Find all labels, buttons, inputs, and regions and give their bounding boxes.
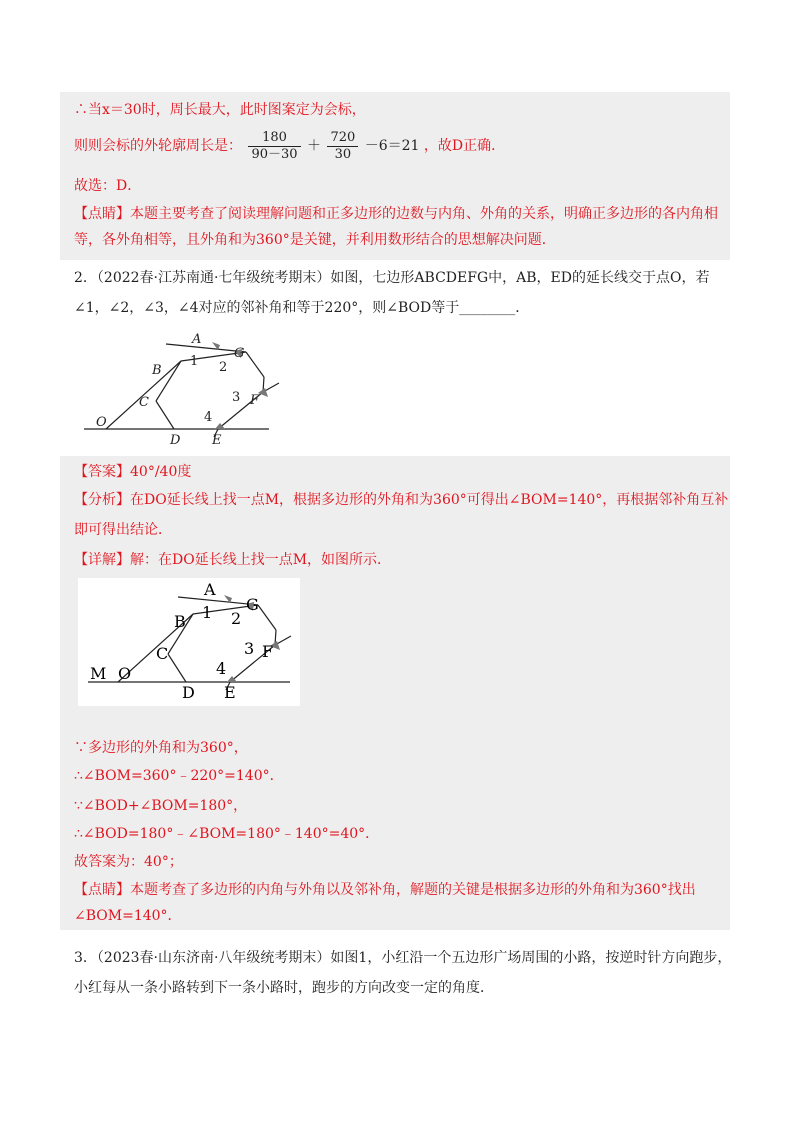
detail-label-O: O [118, 664, 132, 683]
solution-1-comment-line-2: 等，各外角相等，且外角和为360°是关键，并利用数形结合的思想解决问题． [74, 232, 556, 248]
detail-label-C: C [156, 644, 169, 663]
solution-1-line-2-suffix: ，故D正确． [423, 138, 506, 154]
label-O: O [96, 415, 107, 430]
detail-label-F: F [262, 642, 274, 661]
heptagon-figure-question [84, 333, 284, 448]
step-5: 故答案为：40°； [74, 854, 183, 870]
question-2-line-1: 2．（2022春·江苏南通·七年级统考期末）如图，七边形ABCDEFG中，AB，ED的延长线交于点O，若 [74, 270, 710, 286]
expression-tail: －6＝21 [364, 138, 420, 154]
heptagon-figure-detail [78, 578, 300, 706]
label-G: G [234, 346, 245, 361]
detail-line: 【详解】解：在DO延长线上找一点M，如图所示． [74, 552, 392, 568]
step-4: ∴∠BOD=180°﹣∠BOM=180°﹣140°=40°． [74, 826, 380, 842]
question-3-line-1: 3．（2023春·山东济南·八年级统考期末）如图1，小红沿一个五边形广场周围的小路，按逆时针方向跑步， [74, 950, 732, 966]
label-A: A [192, 333, 202, 347]
label-3: 3 [232, 390, 241, 405]
solution-1-line-2-prefix: 则则会标的外轮廓周长是： [74, 138, 242, 154]
comment-line-2: ∠BOM=140°． [74, 908, 182, 924]
label-F: F [250, 393, 260, 408]
solution-1-line-1: ∴当x＝30时，周长最大，此时图案定为会标， [74, 102, 366, 118]
answer-line: 【答案】40°/40度 [74, 464, 192, 480]
fraction-2-denominator: 30 [334, 146, 352, 162]
label-E: E [212, 433, 222, 448]
label-C: C [139, 395, 149, 410]
answer-2-block [60, 456, 730, 930]
detail-label-M: M [90, 664, 107, 683]
label-B: B [152, 363, 162, 378]
analysis-line-1: 【分析】在DO延长线上找一点M，根据多边形的外角和为360°可得出∠BOM=140°，再根据邻补角互补 [74, 492, 729, 508]
analysis-line-2: 即可得出结论． [74, 522, 172, 538]
heptagon-figure-detail-frame [78, 578, 300, 706]
fraction-2-numerator: 720 [327, 130, 358, 147]
detail-label-A: A [204, 580, 216, 599]
detail-label-E: E [224, 683, 236, 702]
detail-label-D: D [182, 683, 195, 702]
label-4: 4 [204, 410, 213, 425]
detail-label-B: B [174, 612, 186, 631]
solution-1-comment-line-1: 【点睛】本题主要考查了阅读理解问题和正多边形的边数与内角、外角的关系，明确正多边形的各内角相 [74, 206, 718, 222]
comment-line-1: 【点睛】本题考查了多边形的内角与外角以及邻补角，解题的关键是根据多边形的外角和为360°找出 [74, 882, 696, 898]
step-3: ∵∠BOD+∠BOM=180°， [74, 798, 248, 814]
solution-1-block [60, 92, 730, 260]
question-3-line-2: 小红每从一条小路转到下一条小路时，跑步的方向改变一定的角度． [74, 980, 494, 996]
label-2: 2 [219, 360, 228, 375]
detail-label-2: 2 [231, 609, 242, 628]
label-D: D [170, 433, 181, 448]
fraction-1 [248, 130, 300, 163]
fraction-2 [327, 130, 358, 163]
step-2: ∴∠BOM=360°﹣220°=140°． [74, 768, 284, 784]
detail-label-3: 3 [244, 639, 255, 658]
detail-label-1: 1 [202, 603, 213, 622]
solution-1-line-3: 故选：D． [74, 178, 142, 194]
detail-label-G: G [246, 595, 259, 614]
plus-sign: ＋ [307, 138, 321, 154]
question-2-line-2: ∠1，∠2，∠3，∠4对应的邻补角和等于220°，则∠BOD等于________． [74, 300, 530, 316]
label-1: 1 [190, 354, 199, 369]
fraction-1-numerator: 180 [248, 130, 300, 147]
detail-label-4: 4 [216, 659, 227, 678]
solution-1-line-2 [74, 126, 505, 166]
fraction-1-denominator: 90－30 [251, 146, 298, 162]
step-1: ∵多边形的外角和为360°， [74, 740, 248, 756]
